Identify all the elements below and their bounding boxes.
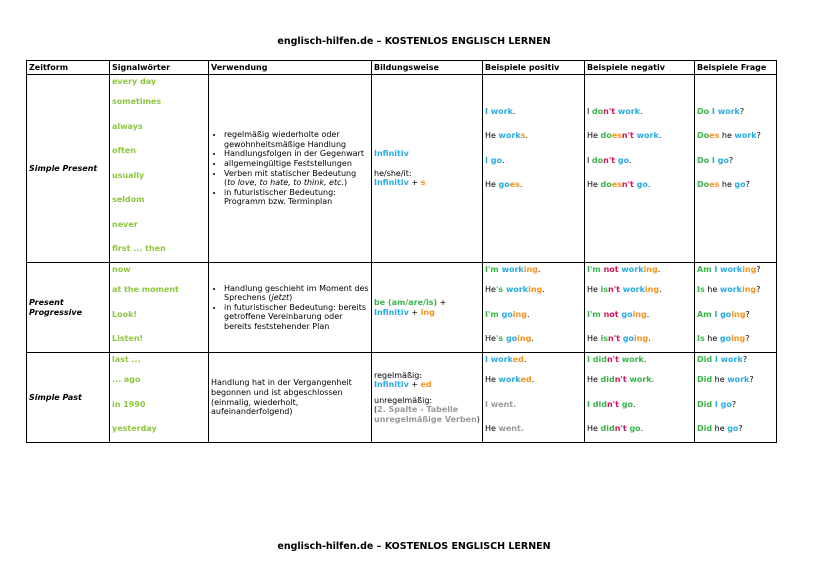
header-zeitform: Zeitform bbox=[27, 61, 110, 75]
usage-simple-present bbox=[209, 75, 372, 263]
ex-punct: . bbox=[629, 155, 632, 165]
usage-simple-past: Handlung hat in der Vergangenheit begonnen und ist abgeschlossen (einmalig, wiederholt, aufeinanderfolgend) bbox=[209, 353, 372, 443]
signal-word: always bbox=[112, 121, 143, 131]
ex-aux: did bbox=[600, 424, 615, 433]
usage-item bbox=[224, 169, 369, 188]
ex-ending: ing bbox=[632, 309, 647, 319]
tense-simple-past: Simple Past bbox=[27, 353, 110, 443]
form-infinitiv: Infinitiv bbox=[374, 380, 409, 390]
form-plus: + bbox=[437, 297, 447, 307]
ex-ending: ing bbox=[523, 265, 538, 274]
example-sentence bbox=[485, 173, 582, 198]
ex-subject: I bbox=[485, 309, 488, 319]
ex-irregular: went bbox=[490, 399, 514, 409]
signal-word: often bbox=[112, 146, 136, 155]
ex-aux: 'm bbox=[589, 309, 601, 319]
ex-punct: . bbox=[658, 131, 662, 140]
ex-punct: ? bbox=[749, 375, 754, 384]
ex-negation: n't bbox=[614, 375, 627, 384]
table-row-simple-present bbox=[27, 75, 777, 263]
ex-punct: . bbox=[502, 155, 505, 165]
ex-verb: work bbox=[717, 106, 740, 116]
example-sentence bbox=[587, 303, 692, 328]
ex-subject: He bbox=[587, 334, 601, 343]
ex-subject: I bbox=[587, 265, 590, 274]
form-plus: + bbox=[408, 380, 421, 390]
example-sentence bbox=[587, 393, 692, 418]
ex-negation: n't bbox=[603, 155, 616, 165]
ex-verb: work bbox=[734, 131, 757, 140]
usage-item: • in futuristischer Bedeutung: Programm bzw. Terminplan bbox=[224, 188, 369, 207]
ex-aux: Do bbox=[697, 155, 710, 165]
example-sentence bbox=[587, 417, 692, 442]
ex-verb: go bbox=[498, 309, 513, 319]
example-sentence bbox=[697, 327, 774, 352]
ex-verb: work bbox=[720, 355, 743, 364]
ex-punct: . bbox=[647, 180, 651, 189]
ex-ending: ing bbox=[643, 265, 658, 274]
example-sentence bbox=[485, 353, 582, 366]
form-irregular-ref: 2. Spalte - Tabelle unregelmäßige Verben bbox=[374, 405, 477, 424]
signal-word: at the moment bbox=[112, 285, 179, 294]
ex-punct: . bbox=[640, 424, 644, 433]
example-sentence bbox=[587, 327, 692, 352]
form-infinitiv: Infinitiv bbox=[374, 149, 409, 159]
ex-aux: do bbox=[600, 131, 612, 140]
example-sentence bbox=[697, 124, 774, 149]
ex-verb: go bbox=[727, 424, 739, 433]
ex-verb: go bbox=[719, 334, 732, 343]
ex-punct: . bbox=[512, 106, 516, 116]
ex-verb: work bbox=[618, 355, 644, 364]
examples-negative-present-progressive bbox=[585, 263, 695, 353]
ex-subject: He bbox=[485, 424, 499, 433]
header-bildungsweise: Bildungsweise bbox=[372, 61, 483, 75]
ex-negation: n't bbox=[606, 399, 619, 409]
example-sentence bbox=[697, 368, 774, 393]
signal-words-simple-present bbox=[110, 75, 209, 263]
example-sentence bbox=[697, 278, 774, 303]
ex-subject: he bbox=[712, 424, 728, 433]
ex-verb: work bbox=[727, 375, 750, 384]
ex-ending: es bbox=[709, 131, 720, 140]
ex-verb: go bbox=[633, 180, 648, 189]
usage-example: to love, to hate, to think, etc. bbox=[227, 178, 345, 188]
usage-present-progressive bbox=[209, 263, 372, 353]
usage-example: jetzt bbox=[271, 293, 290, 303]
ex-negation: not bbox=[600, 309, 619, 319]
ex-aux: 'm bbox=[589, 265, 601, 274]
usage-item: • Handlungsfolgen in der Gegenwart bbox=[224, 149, 369, 159]
signal-word: last ... bbox=[112, 355, 141, 364]
ex-subject: he bbox=[712, 375, 728, 384]
example-sentence bbox=[697, 417, 774, 442]
ex-ending: ing bbox=[528, 285, 543, 294]
usage-text: ) bbox=[344, 178, 348, 188]
form-irregular-note bbox=[374, 405, 480, 424]
ex-verb: work bbox=[633, 131, 659, 140]
ex-verb: go bbox=[615, 155, 630, 165]
ex-subject: I bbox=[711, 265, 721, 274]
header-beispiele-frage: Beispiele Frage bbox=[695, 61, 777, 75]
ex-verb: go bbox=[720, 399, 732, 409]
ex-subject: I bbox=[485, 155, 491, 165]
ex-punct: ? bbox=[739, 106, 745, 116]
ex-aux: did bbox=[600, 375, 615, 384]
ex-verb: work bbox=[618, 265, 644, 274]
form-infinitiv: Infinitiv bbox=[374, 307, 409, 317]
ex-punct: ? bbox=[742, 355, 748, 364]
ex-subject: he bbox=[719, 180, 735, 189]
form-ending: ed bbox=[420, 380, 432, 390]
example-sentence bbox=[587, 100, 692, 125]
ex-verb: work bbox=[720, 265, 743, 274]
signal-word: usually bbox=[112, 170, 145, 180]
example-sentence bbox=[587, 263, 692, 276]
form-rule bbox=[374, 380, 480, 390]
ex-punct: . bbox=[523, 355, 527, 364]
example-sentence bbox=[697, 149, 774, 174]
ex-punct: ? bbox=[756, 131, 761, 140]
example-sentence bbox=[587, 353, 692, 366]
ex-subject: I bbox=[709, 155, 718, 165]
ex-ending: ing bbox=[517, 334, 532, 343]
ex-punct: . bbox=[537, 265, 541, 274]
ex-aux: Did bbox=[697, 375, 713, 384]
signal-words-simple-past bbox=[110, 353, 209, 443]
example-sentence bbox=[697, 263, 774, 276]
ex-irregular: went bbox=[498, 424, 521, 433]
ex-subject: he bbox=[704, 285, 720, 294]
form-simple-past bbox=[372, 353, 483, 443]
example-spacer bbox=[485, 75, 582, 100]
ex-subject: He bbox=[587, 424, 601, 433]
ex-subject: He bbox=[587, 375, 601, 384]
ex-aux: is bbox=[600, 285, 608, 294]
ex-subject: He bbox=[485, 131, 499, 140]
signal-word: sometimes bbox=[112, 97, 162, 106]
form-paren: ( bbox=[374, 405, 378, 415]
ex-verb: go bbox=[619, 334, 634, 343]
ex-punct: ? bbox=[756, 265, 761, 274]
ex-ending: ing bbox=[731, 309, 746, 319]
ex-ending: s bbox=[520, 131, 526, 140]
ex-verb: work bbox=[498, 265, 524, 274]
usage-text: Handlung geschieht im Moment des Sprechens ( bbox=[224, 283, 369, 303]
table-row-simple-past bbox=[27, 353, 777, 443]
ex-aux: Do bbox=[697, 180, 710, 189]
example-sentence bbox=[485, 327, 582, 352]
example-sentence bbox=[587, 368, 692, 393]
ex-verb: work bbox=[498, 375, 521, 384]
example-sentence bbox=[587, 278, 692, 303]
usage-text: Verben mit statischer Bedeutung ( bbox=[224, 168, 357, 188]
ex-aux: do bbox=[600, 180, 612, 189]
signal-word: seldom bbox=[112, 195, 145, 204]
ex-punct: ? bbox=[731, 399, 737, 409]
ex-ending: es bbox=[611, 180, 622, 189]
usage-text: ) bbox=[289, 293, 293, 303]
usage-item: • regelmäßig wiederholte oder gewohnheitsmäßige Handlung bbox=[224, 130, 369, 149]
ex-verb: go bbox=[717, 155, 729, 165]
tense-simple-present: Simple Present bbox=[27, 75, 110, 263]
example-sentence bbox=[485, 393, 582, 418]
signal-word: in 1990 bbox=[112, 399, 146, 409]
form-paren: ) bbox=[476, 414, 480, 424]
ex-aux: do bbox=[591, 106, 604, 116]
ex-subject: I bbox=[587, 399, 593, 409]
example-spacer bbox=[697, 75, 774, 100]
ex-subject: I bbox=[587, 309, 590, 319]
ex-aux: 's bbox=[495, 285, 504, 294]
ex-aux: Do bbox=[697, 106, 710, 116]
signal-word: now bbox=[112, 265, 131, 274]
ex-aux: is bbox=[600, 334, 608, 343]
ex-aux: Am bbox=[697, 309, 712, 319]
ex-punct: ? bbox=[745, 180, 750, 189]
page-footer: englisch-hilfen.de – KOSTENLOS ENGLISCH LERNEN bbox=[277, 541, 551, 552]
ex-subject: I bbox=[485, 265, 488, 274]
grammar-table bbox=[26, 60, 777, 443]
table-header-row bbox=[27, 61, 777, 75]
example-sentence bbox=[485, 149, 582, 174]
example-sentence bbox=[485, 368, 582, 393]
ex-verb: go bbox=[720, 309, 732, 319]
ex-ending: ing bbox=[512, 309, 527, 319]
example-sentence bbox=[485, 303, 582, 328]
signal-word: Look! bbox=[112, 309, 138, 319]
ex-negation: n't bbox=[614, 424, 627, 433]
ex-subject: I bbox=[587, 355, 593, 364]
ex-punct: . bbox=[542, 285, 545, 294]
ex-punct: ? bbox=[728, 155, 734, 165]
ex-punct: . bbox=[526, 309, 530, 319]
form-simple-present bbox=[372, 75, 483, 263]
usage-item bbox=[224, 284, 369, 303]
ex-aux: Did bbox=[697, 399, 713, 409]
example-sentence bbox=[485, 417, 582, 442]
ex-subject: I bbox=[485, 355, 491, 364]
example-sentence bbox=[587, 173, 692, 198]
ex-verb: work bbox=[503, 285, 529, 294]
ex-punct: . bbox=[531, 375, 535, 384]
ex-ending: ed bbox=[520, 375, 532, 384]
form-infinitiv: Infinitiv bbox=[374, 178, 409, 188]
ex-verb: go bbox=[503, 334, 518, 343]
ex-ending: ing bbox=[741, 285, 757, 294]
ex-punct: . bbox=[640, 106, 643, 116]
ex-punct: . bbox=[648, 334, 651, 343]
examples-question-simple-present bbox=[695, 75, 777, 263]
ex-subject: He bbox=[587, 285, 601, 294]
header-beispiele-positiv: Beispiele positiv bbox=[483, 61, 585, 75]
ex-subject: he bbox=[704, 334, 720, 343]
ex-subject: He bbox=[587, 131, 601, 140]
ex-subject: I bbox=[587, 155, 592, 165]
examples-question-simple-past bbox=[695, 353, 777, 443]
example-sentence bbox=[587, 124, 692, 149]
ex-punct: . bbox=[519, 180, 523, 189]
ex-aux: Is bbox=[697, 334, 705, 343]
examples-negative-simple-present bbox=[585, 75, 695, 263]
example-sentence bbox=[697, 353, 774, 366]
form-rule bbox=[374, 178, 480, 188]
ex-aux: do bbox=[591, 155, 604, 165]
ex-subject: he bbox=[719, 131, 735, 140]
ex-subject: He bbox=[485, 180, 499, 189]
ex-aux: Am bbox=[697, 265, 712, 274]
page-header: englisch-hilfen.de – KOSTENLOS ENGLISCH LERNEN bbox=[277, 36, 551, 47]
signal-word: ... ago bbox=[112, 375, 141, 384]
ex-punct: ? bbox=[738, 424, 743, 433]
form-present-progressive bbox=[372, 263, 483, 353]
example-sentence bbox=[485, 124, 582, 149]
ex-punct: . bbox=[531, 334, 534, 343]
signal-word: Listen! bbox=[112, 334, 144, 343]
example-sentence bbox=[697, 173, 774, 198]
ex-verb: go bbox=[618, 309, 633, 319]
ex-punct: . bbox=[632, 399, 636, 409]
ex-aux: did bbox=[592, 399, 607, 409]
ex-ending: es bbox=[611, 131, 622, 140]
ex-negation: n't bbox=[603, 106, 616, 116]
ex-negation: n't bbox=[606, 355, 619, 364]
form-rule bbox=[374, 298, 480, 308]
ex-aux: 'm bbox=[487, 265, 499, 274]
ex-punct: . bbox=[520, 424, 524, 433]
ex-aux: Did bbox=[697, 424, 713, 433]
header-verwendung: Verwendung bbox=[209, 61, 372, 75]
ex-subject: I bbox=[712, 355, 721, 364]
examples-question-present-progressive bbox=[695, 263, 777, 353]
ex-verb: work bbox=[719, 285, 742, 294]
example-sentence bbox=[587, 149, 692, 174]
examples-positive-simple-present bbox=[483, 75, 585, 263]
ex-aux: did bbox=[592, 355, 607, 364]
ex-verb: work bbox=[490, 355, 513, 364]
ex-negation: n't bbox=[621, 180, 634, 189]
ex-verb: go bbox=[618, 399, 633, 409]
ex-negation: n't bbox=[608, 334, 620, 343]
ex-verb: go bbox=[490, 155, 502, 165]
table-row-present-progressive bbox=[27, 263, 777, 353]
ex-punct: . bbox=[657, 265, 661, 274]
ex-subject: I bbox=[587, 106, 592, 116]
form-ending: ing bbox=[420, 307, 435, 317]
form-plus: + bbox=[408, 307, 421, 317]
ex-negation: n't bbox=[621, 131, 634, 140]
ex-verb: work bbox=[490, 106, 513, 116]
ex-punct: ? bbox=[756, 285, 761, 294]
example-sentence bbox=[697, 303, 774, 328]
header-beispiele-negativ: Beispiele negativ bbox=[585, 61, 695, 75]
example-sentence bbox=[697, 100, 774, 125]
ex-punct: ? bbox=[745, 334, 750, 343]
header-signalwoerter: Signalwörter bbox=[110, 61, 209, 75]
ex-subject: He bbox=[587, 180, 601, 189]
ex-verb: go bbox=[626, 424, 641, 433]
example-sentence bbox=[485, 278, 582, 303]
ex-aux: 's bbox=[495, 334, 504, 343]
ex-punct: . bbox=[659, 285, 662, 294]
signal-word: every day bbox=[112, 77, 157, 86]
ex-negation: not bbox=[600, 265, 619, 274]
ex-negation: n't bbox=[608, 285, 620, 294]
signal-word: never bbox=[112, 219, 138, 229]
signal-words-present-progressive bbox=[110, 263, 209, 353]
ex-subject: He bbox=[485, 334, 496, 343]
example-sentence bbox=[485, 263, 582, 276]
ex-punct: . bbox=[513, 399, 517, 409]
ex-aux: 'm bbox=[487, 309, 499, 319]
ex-punct: . bbox=[646, 309, 650, 319]
ex-ending: ing bbox=[742, 265, 757, 274]
ex-ending: ing bbox=[731, 334, 746, 343]
tense-present-progressive: Present Progressive bbox=[27, 263, 110, 353]
ex-subject: I bbox=[712, 399, 721, 409]
ex-ending: es bbox=[709, 180, 720, 189]
ex-ending: ing bbox=[644, 285, 660, 294]
ex-punct: . bbox=[651, 375, 655, 384]
ex-aux: Did bbox=[697, 355, 713, 364]
ex-verb: go bbox=[734, 180, 746, 189]
ex-verb: work bbox=[626, 375, 652, 384]
ex-verb: work bbox=[498, 131, 521, 140]
example-spacer bbox=[587, 75, 692, 100]
ex-aux: Do bbox=[697, 131, 710, 140]
ex-subject: I bbox=[485, 399, 491, 409]
form-irregular-label: unregelmäßig: bbox=[374, 395, 433, 405]
examples-negative-simple-past bbox=[585, 353, 695, 443]
ex-ending: ing bbox=[633, 334, 649, 343]
ex-ending: es bbox=[509, 180, 520, 189]
ex-subject: I bbox=[711, 309, 721, 319]
form-rule bbox=[374, 308, 480, 318]
signal-word: yesterday bbox=[112, 424, 157, 433]
ex-punct: ? bbox=[745, 309, 750, 319]
form-plus: + bbox=[408, 178, 421, 188]
ex-ending: ed bbox=[512, 355, 524, 364]
form-ending: s bbox=[420, 178, 426, 188]
example-sentence bbox=[485, 100, 582, 125]
ex-subject: He bbox=[485, 285, 496, 294]
usage-item: • in futuristischer Bedeutung: bereits getroffene Vereinbarung oder bereits feststehender Plan bbox=[224, 303, 369, 332]
ex-verb: work bbox=[619, 285, 645, 294]
form-be: be (am/are/is) bbox=[374, 297, 438, 307]
ex-verb: work bbox=[615, 106, 641, 116]
usage-item: • allgemeingültige Feststellungen bbox=[224, 159, 369, 169]
form-person: he/she/it: bbox=[374, 168, 412, 178]
examples-positive-present-progressive bbox=[483, 263, 585, 353]
example-sentence bbox=[697, 393, 774, 418]
signal-word: first ... then bbox=[112, 244, 166, 253]
form-regular-label: regelmäßig: bbox=[374, 370, 422, 380]
ex-punct: . bbox=[525, 131, 528, 140]
ex-subject: He bbox=[485, 375, 499, 384]
examples-positive-simple-past bbox=[483, 353, 585, 443]
ex-punct: . bbox=[643, 355, 647, 364]
ex-subject: I bbox=[485, 106, 491, 116]
ex-verb: go bbox=[498, 180, 510, 189]
ex-subject: I bbox=[709, 106, 718, 116]
ex-aux: Is bbox=[697, 285, 705, 294]
